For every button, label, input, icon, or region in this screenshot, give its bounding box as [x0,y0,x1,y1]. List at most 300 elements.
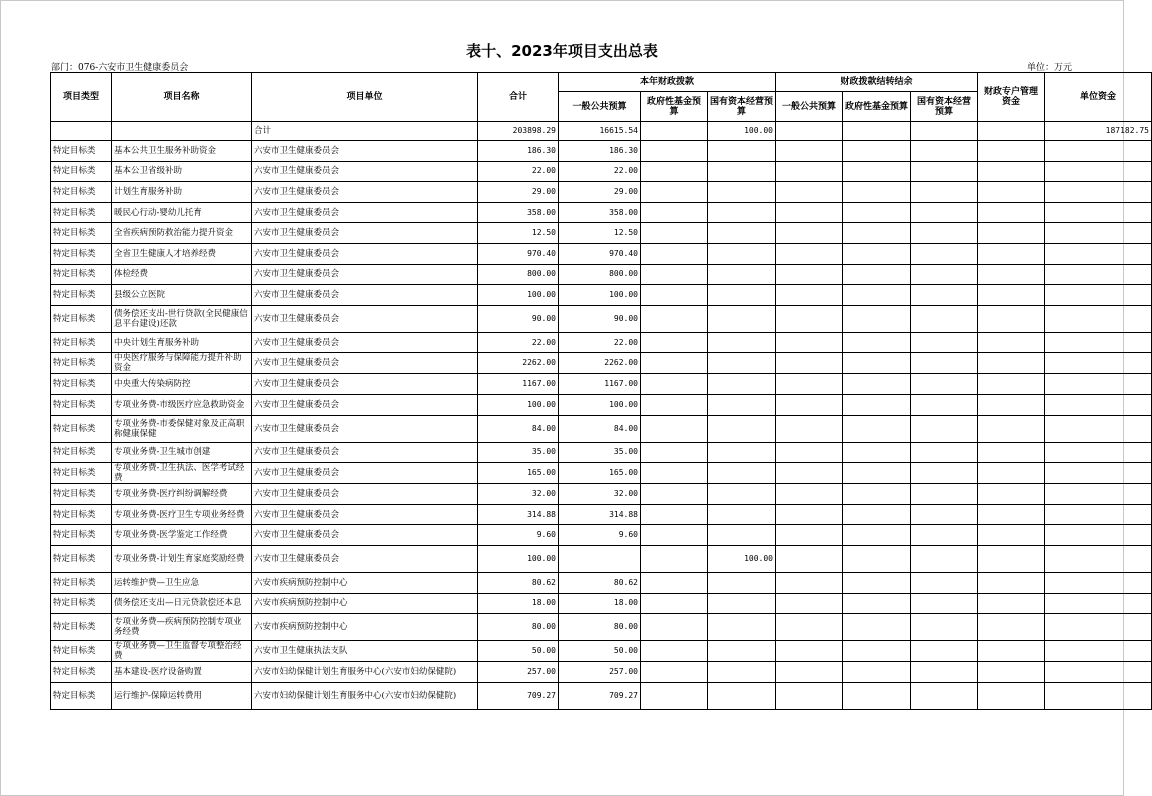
table-row [51,484,1152,505]
general-budget-cell: 18.00 [559,593,641,614]
project-unit-cell: 六安市卫生健康委员会 [252,394,478,415]
total-cell: 22.00 [478,161,559,182]
project-type-cell: 特定目标类 [51,525,112,546]
general-budget-cell: 257.00 [559,662,641,683]
carry-general-cell [776,484,843,505]
summary-general: 16615.54 [559,122,641,141]
general-budget-cell: 29.00 [559,182,641,203]
table-row [51,545,1152,572]
state-capital-cell [708,374,776,395]
project-unit-cell: 六安市卫生健康委员会 [252,285,478,306]
project-unit-cell: 六安市疾病预防控制中心 [252,593,478,614]
carry-state-capital-cell [911,285,978,306]
gov-fund-cell [641,572,708,593]
state-capital-cell [708,484,776,505]
carry-state-capital-cell [911,415,978,442]
special-account-cell [978,202,1045,223]
state-capital-cell [708,285,776,306]
table-row [51,243,1152,264]
state-capital-cell [708,614,776,641]
project-type-cell: 特定目标类 [51,484,112,505]
project-name-cell: 体检经费 [112,264,252,285]
project-name-cell: 债务偿还支出-世行贷款(全民健康信息平台建设)还款 [112,305,252,332]
summary-carry-general [776,122,843,141]
header-unit-funds: 单位资金 [1045,73,1152,122]
carry-state-capital-cell [911,182,978,203]
special-account-cell [978,415,1045,442]
total-cell: 257.00 [478,662,559,683]
state-capital-cell [708,141,776,162]
project-name-cell: 运行维护-保障运转费用 [112,682,252,709]
total-cell: 90.00 [478,305,559,332]
state-capital-cell [708,641,776,662]
state-capital-cell [708,415,776,442]
general-budget-cell: 165.00 [559,463,641,484]
special-account-cell [978,525,1045,546]
carry-state-capital-cell [911,264,978,285]
project-name-cell: 全省疾病预防救治能力提升资金 [112,223,252,244]
table-row [51,161,1152,182]
project-unit-cell: 六安市卫生健康委员会 [252,484,478,505]
table-row [51,525,1152,546]
special-account-cell [978,504,1045,525]
carry-gov-fund-cell [843,525,911,546]
gov-fund-cell [641,141,708,162]
general-budget-cell: 80.00 [559,614,641,641]
general-budget-cell: 314.88 [559,504,641,525]
carry-gov-fund-cell [843,641,911,662]
project-type-cell: 特定目标类 [51,243,112,264]
project-name-cell: 专项业务费-医疗卫生专项业务经费 [112,504,252,525]
carry-gov-fund-cell [843,463,911,484]
header-carryover-gov-fund: 政府性基金预算 [843,92,911,122]
state-capital-cell [708,504,776,525]
project-type-cell: 特定目标类 [51,614,112,641]
summary-gov-fund [641,122,708,141]
gov-fund-cell [641,525,708,546]
unit-funds-cell [1045,332,1152,353]
special-account-cell [978,305,1045,332]
gov-fund-cell [641,442,708,463]
total-cell: 358.00 [478,202,559,223]
project-name-cell: 专项业务费-医疗纠纷调解经费 [112,484,252,505]
unit-funds-cell [1045,223,1152,244]
project-unit-cell: 六安市疾病预防控制中心 [252,614,478,641]
gov-fund-cell [641,353,708,374]
header-total: 合计 [478,73,559,122]
carry-state-capital-cell [911,394,978,415]
general-budget-cell: 9.60 [559,525,641,546]
carry-gov-fund-cell [843,285,911,306]
special-account-cell [978,442,1045,463]
carry-gov-fund-cell [843,545,911,572]
total-cell: 22.00 [478,332,559,353]
project-name-cell: 专项业务费-卫生城市创建 [112,442,252,463]
special-account-cell [978,545,1045,572]
carry-gov-fund-cell [843,593,911,614]
summary-name-cell [112,122,252,141]
unit-funds-cell [1045,484,1152,505]
unit-funds-cell [1045,572,1152,593]
project-unit-cell: 六安市卫生健康委员会 [252,374,478,395]
project-type-cell: 特定目标类 [51,182,112,203]
general-budget-cell: 90.00 [559,305,641,332]
total-cell: 186.30 [478,141,559,162]
gov-fund-cell [641,243,708,264]
project-type-cell: 特定目标类 [51,572,112,593]
carry-general-cell [776,182,843,203]
header-current-year-funding: 本年财政拨款 [559,73,776,92]
project-type-cell: 特定目标类 [51,463,112,484]
carry-gov-fund-cell [843,264,911,285]
total-cell: 29.00 [478,182,559,203]
project-unit-cell: 六安市卫生健康委员会 [252,504,478,525]
total-cell: 314.88 [478,504,559,525]
project-type-cell: 特定目标类 [51,223,112,244]
carry-general-cell [776,442,843,463]
table-row [51,572,1152,593]
carry-gov-fund-cell [843,572,911,593]
project-type-cell: 特定目标类 [51,202,112,223]
special-account-cell [978,394,1045,415]
carry-general-cell [776,572,843,593]
special-account-cell [978,243,1045,264]
project-unit-cell: 六安市卫生健康委员会 [252,161,478,182]
project-name-cell: 专项业务费-医学鉴定工作经费 [112,525,252,546]
gov-fund-cell [641,682,708,709]
general-budget-cell: 709.27 [559,682,641,709]
carry-state-capital-cell [911,463,978,484]
carry-gov-fund-cell [843,161,911,182]
carry-general-cell [776,243,843,264]
table-row [51,614,1152,641]
carry-gov-fund-cell [843,223,911,244]
project-expenditure-table [50,72,1152,710]
total-cell: 84.00 [478,415,559,442]
carry-gov-fund-cell [843,182,911,203]
unit-funds-cell [1045,662,1152,683]
carry-general-cell [776,285,843,306]
table-body [51,122,1152,710]
carry-general-cell [776,141,843,162]
project-name-cell: 暖民心行动-婴幼儿托育 [112,202,252,223]
carry-general-cell [776,394,843,415]
general-budget-cell: 22.00 [559,161,641,182]
state-capital-cell [708,353,776,374]
table-row [51,662,1152,683]
general-budget-cell: 32.00 [559,484,641,505]
total-cell: 100.00 [478,285,559,306]
project-name-cell: 专项业务费—疾病预防控制专项业务经费 [112,614,252,641]
project-unit-cell: 六安市卫生健康委员会 [252,243,478,264]
table-row [51,374,1152,395]
state-capital-cell [708,394,776,415]
project-name-cell: 债务偿还支出—日元贷款偿还本息 [112,593,252,614]
carry-gov-fund-cell [843,332,911,353]
carry-state-capital-cell [911,504,978,525]
carry-general-cell [776,374,843,395]
state-capital-cell [708,223,776,244]
project-unit-cell: 六安市疾病预防控制中心 [252,572,478,593]
summary-row [51,122,1152,141]
state-capital-cell [708,572,776,593]
unit-funds-cell [1045,682,1152,709]
carry-state-capital-cell [911,141,978,162]
project-type-cell: 特定目标类 [51,353,112,374]
special-account-cell [978,641,1045,662]
carry-gov-fund-cell [843,374,911,395]
project-type-cell: 特定目标类 [51,141,112,162]
table-row [51,182,1152,203]
unit-funds-cell [1045,285,1152,306]
table-row [51,415,1152,442]
gov-fund-cell [641,374,708,395]
gov-fund-cell [641,484,708,505]
carry-state-capital-cell [911,223,978,244]
project-type-cell: 特定目标类 [51,545,112,572]
carry-state-capital-cell [911,614,978,641]
project-type-cell: 特定目标类 [51,442,112,463]
project-name-cell: 专项业务费-卫生执法、医学考试经费 [112,463,252,484]
total-cell: 165.00 [478,463,559,484]
project-unit-cell: 六安市卫生健康委员会 [252,353,478,374]
carry-general-cell [776,264,843,285]
special-account-cell [978,662,1045,683]
special-account-cell [978,161,1045,182]
general-budget-cell: 80.62 [559,572,641,593]
special-account-cell [978,182,1045,203]
gov-fund-cell [641,593,708,614]
header-carryover-general: 一般公共预算 [776,92,843,122]
unit-funds-cell [1045,504,1152,525]
table-row [51,442,1152,463]
carry-state-capital-cell [911,353,978,374]
table-row [51,682,1152,709]
project-type-cell: 特定目标类 [51,285,112,306]
gov-fund-cell [641,202,708,223]
unit-funds-cell [1045,141,1152,162]
carry-state-capital-cell [911,202,978,223]
carry-general-cell [776,353,843,374]
carry-state-capital-cell [911,161,978,182]
carry-gov-fund-cell [843,682,911,709]
carry-state-capital-cell [911,374,978,395]
carry-state-capital-cell [911,662,978,683]
state-capital-cell [708,332,776,353]
summary-state-capital: 100.00 [708,122,776,141]
carry-state-capital-cell [911,682,978,709]
unit-funds-cell [1045,442,1152,463]
carry-state-capital-cell [911,332,978,353]
project-name-cell: 中央计划生育服务补助 [112,332,252,353]
state-capital-cell [708,243,776,264]
unit-funds-cell [1045,463,1152,484]
project-type-cell: 特定目标类 [51,305,112,332]
carry-general-cell [776,202,843,223]
project-type-cell: 特定目标类 [51,504,112,525]
carry-general-cell [776,223,843,244]
carry-gov-fund-cell [843,394,911,415]
carry-general-cell [776,641,843,662]
summary-special [978,122,1045,141]
carry-general-cell [776,504,843,525]
carry-state-capital-cell [911,442,978,463]
project-unit-cell: 六安市卫生健康委员会 [252,223,478,244]
summary-carry-gov-fund [843,122,911,141]
carry-general-cell [776,305,843,332]
special-account-cell [978,614,1045,641]
state-capital-cell [708,662,776,683]
gov-fund-cell [641,614,708,641]
state-capital-cell [708,182,776,203]
carry-gov-fund-cell [843,504,911,525]
project-type-cell: 特定目标类 [51,394,112,415]
carry-gov-fund-cell [843,202,911,223]
header-project-type: 项目类型 [51,73,112,122]
summary-total: 203898.29 [478,122,559,141]
unit-funds-cell [1045,394,1152,415]
gov-fund-cell [641,504,708,525]
total-cell: 970.40 [478,243,559,264]
state-capital-cell [708,264,776,285]
general-budget-cell: 800.00 [559,264,641,285]
table-row [51,394,1152,415]
project-unit-cell: 六安市卫生健康执法支队 [252,641,478,662]
special-account-cell [978,572,1045,593]
header-current-state-capital: 国有资本经营预算 [708,92,776,122]
general-budget-cell: 35.00 [559,442,641,463]
carry-general-cell [776,463,843,484]
total-cell: 800.00 [478,264,559,285]
header-carryover-funding: 财政拨款结转结余 [776,73,978,92]
project-name-cell: 中央重大传染病防控 [112,374,252,395]
special-account-cell [978,463,1045,484]
table-row [51,264,1152,285]
project-type-cell: 特定目标类 [51,682,112,709]
project-name-cell: 计划生育服务补助 [112,182,252,203]
general-budget-cell: 2262.00 [559,353,641,374]
project-type-cell: 特定目标类 [51,332,112,353]
state-capital-cell [708,525,776,546]
unit-funds-cell [1045,243,1152,264]
summary-unit-funds: 187182.75 [1045,122,1152,141]
special-account-cell [978,332,1045,353]
total-cell: 80.62 [478,572,559,593]
carry-state-capital-cell [911,484,978,505]
unit-funds-cell [1045,353,1152,374]
gov-fund-cell [641,285,708,306]
gov-fund-cell [641,264,708,285]
project-name-cell: 专项业务费—卫生监督专项整治经费 [112,641,252,662]
general-budget-cell: 186.30 [559,141,641,162]
department-label: 部门：076-六安市卫生健康委员会 [51,63,189,73]
carry-state-capital-cell [911,305,978,332]
carry-gov-fund-cell [843,353,911,374]
state-capital-cell [708,161,776,182]
carry-general-cell [776,415,843,442]
project-type-cell: 特定目标类 [51,264,112,285]
general-budget-cell: 100.00 [559,285,641,306]
total-cell: 2262.00 [478,353,559,374]
project-unit-cell: 六安市妇幼保健计划生育服务中心(六安市妇幼保健院) [252,682,478,709]
carry-gov-fund-cell [843,484,911,505]
table-header [51,73,1152,122]
project-type-cell: 特定目标类 [51,593,112,614]
gov-fund-cell [641,545,708,572]
carry-general-cell [776,332,843,353]
total-cell: 18.00 [478,593,559,614]
project-name-cell: 专项业务费-市委保健对象及正高职称健康保健 [112,415,252,442]
header-current-general: 一般公共预算 [559,92,641,122]
special-account-cell [978,682,1045,709]
state-capital-cell [708,682,776,709]
project-type-cell: 特定目标类 [51,662,112,683]
special-account-cell [978,353,1045,374]
header-project-name: 项目名称 [112,73,252,122]
table-row [51,285,1152,306]
total-cell: 709.27 [478,682,559,709]
table-row [51,593,1152,614]
summary-type-cell [51,122,112,141]
total-cell: 100.00 [478,394,559,415]
state-capital-cell [708,202,776,223]
total-cell: 80.00 [478,614,559,641]
special-account-cell [978,593,1045,614]
gov-fund-cell [641,182,708,203]
state-capital-cell [708,593,776,614]
project-name-cell: 专项业务费-市级医疗应急救助资金 [112,394,252,415]
project-unit-cell: 六安市卫生健康委员会 [252,415,478,442]
project-unit-cell: 六安市卫生健康委员会 [252,525,478,546]
general-budget-cell [559,545,641,572]
table-row [51,641,1152,662]
unit-funds-cell [1045,525,1152,546]
unit-funds-cell [1045,415,1152,442]
gov-fund-cell [641,415,708,442]
gov-fund-cell [641,662,708,683]
unit-funds-cell [1045,374,1152,395]
gov-fund-cell [641,332,708,353]
carry-gov-fund-cell [843,243,911,264]
carry-gov-fund-cell [843,141,911,162]
page-title: 表十、2023年项目支出总表 [466,42,658,60]
carry-state-capital-cell [911,243,978,264]
project-unit-cell: 六安市卫生健康委员会 [252,141,478,162]
unit-funds-cell [1045,202,1152,223]
carry-state-capital-cell [911,641,978,662]
table-row [51,332,1152,353]
carry-state-capital-cell [911,545,978,572]
project-unit-cell: 六安市卫生健康委员会 [252,264,478,285]
unit-funds-cell [1045,305,1152,332]
project-name-cell: 基本建设-医疗设备购置 [112,662,252,683]
special-account-cell [978,264,1045,285]
carry-general-cell [776,593,843,614]
special-account-cell [978,285,1045,306]
carry-general-cell [776,161,843,182]
total-cell: 1167.00 [478,374,559,395]
carry-gov-fund-cell [843,662,911,683]
project-unit-cell: 六安市卫生健康委员会 [252,202,478,223]
total-cell: 12.50 [478,223,559,244]
total-cell: 9.60 [478,525,559,546]
gov-fund-cell [641,463,708,484]
carry-general-cell [776,614,843,641]
unit-funds-cell [1045,593,1152,614]
summary-carry-state-capital [911,122,978,141]
carry-gov-fund-cell [843,442,911,463]
table-row [51,463,1152,484]
